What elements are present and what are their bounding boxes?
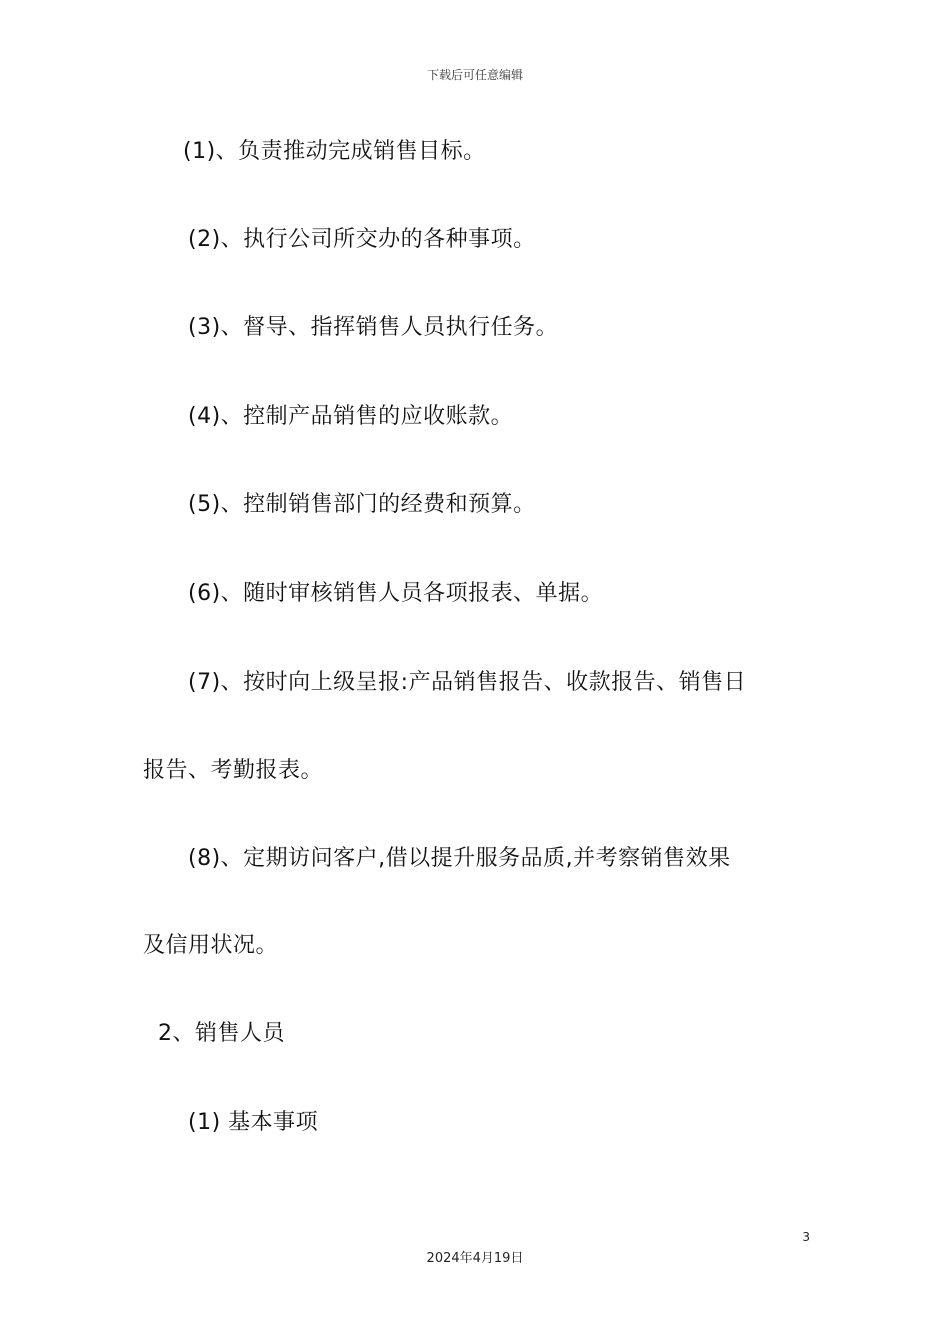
text-line: (7)、按时向上级呈报:产品销售报告、收款报告、销售日 [188, 670, 747, 695]
subsection-heading: (1) 基本事项 [188, 1110, 319, 1135]
text-line: (2)、执行公司所交办的各种事项。 [188, 227, 536, 252]
text-line: (8)、定期访问客户,借以提升服务品质,并考察销售效果 [188, 846, 731, 871]
text-line: (6)、随时审核销售人员各项报表、单据。 [188, 581, 604, 606]
text-line: (1)、负责推动完成销售目标。 [183, 139, 486, 164]
page-number: 3 [802, 1230, 810, 1244]
page-header: 下载后可任意编辑 [426, 68, 523, 82]
section-heading: 2、销售人员 [158, 1021, 285, 1046]
footer-date: 2024年4月19日 [426, 1251, 524, 1266]
text-line: (3)、督导、指挥销售人员执行任务。 [188, 315, 559, 340]
text-line: (4)、控制产品销售的应收账款。 [188, 404, 514, 429]
text-line: 及信用状况。 [143, 933, 279, 958]
text-line: (5)、控制销售部门的经费和预算。 [188, 492, 536, 517]
text-line: 报告、考勤报表。 [143, 758, 324, 783]
